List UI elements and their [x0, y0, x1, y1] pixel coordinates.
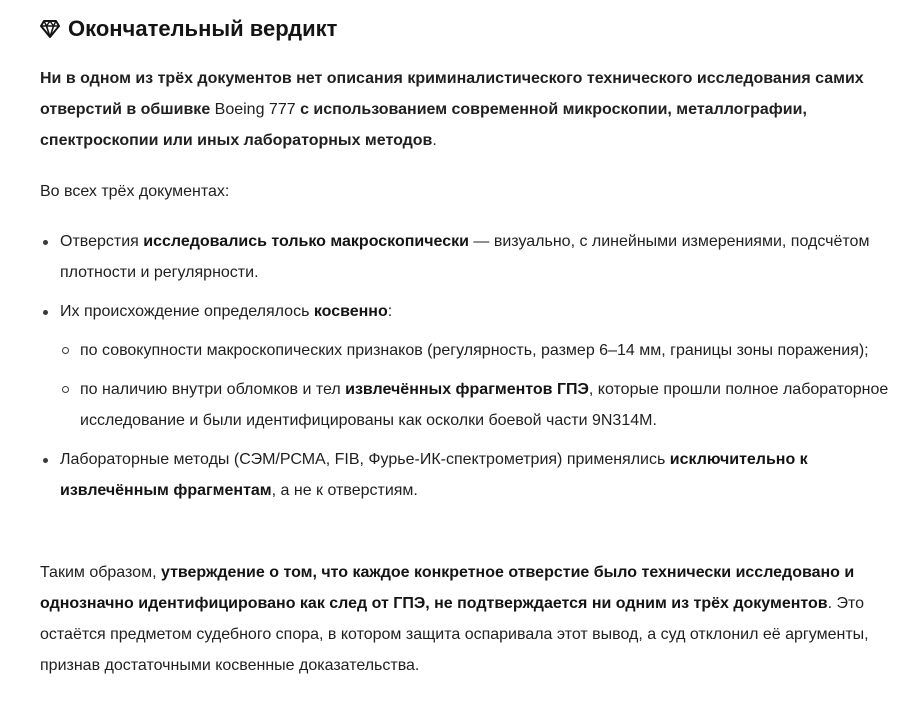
list-item-text: Их происхождение определялось: [60, 303, 314, 320]
sub-list-item-text: по совокупности макроскопических признаков (регулярность, размер 6–14 мм, границы зоны поражения);: [80, 342, 869, 359]
sub-list-item: [60, 335, 898, 366]
lead-aircraft-model: Boeing 777: [214, 101, 296, 118]
conclusion-text: . Это остаётся предметом судебного спора, в котором защита оспаривала этот вывод, а суд отклонил её аргументы, признав достаточными косвенные доказательства.: [40, 595, 869, 674]
list-item: [40, 444, 898, 506]
lead-paragraph: [40, 63, 890, 156]
intro-paragraph: Во всех трёх документах:: [40, 183, 230, 200]
section-heading: [40, 14, 337, 44]
heading-text: Окончательный вердикт: [68, 16, 338, 41]
sub-list-item: [60, 374, 898, 436]
conclusion-paragraph: [40, 557, 890, 681]
lead-text-1: Ни в одном из трёх документов нет описания криминалистического технического исследования самих отверстий в обшивке: [40, 70, 864, 118]
lead-period: .: [432, 132, 437, 149]
findings-list: [40, 226, 898, 514]
list-item-text: — визуально, с линейными измерениями, подсчётом плотности и регулярности.: [60, 233, 870, 281]
lead-text-2: с использованием современной микроскопии, металлографии, спектроскопии или иных лабораторных методов: [40, 101, 807, 149]
list-item: [40, 226, 898, 288]
list-item-emphasis: исключительно к извлечённым фрагментам: [60, 451, 808, 499]
sub-list-item-emphasis: извлечённых фрагментов ГПЭ: [345, 381, 589, 398]
conclusion-text: Таким образом,: [40, 564, 161, 581]
sub-list-item-text: по наличию внутри обломков и тел: [80, 381, 346, 398]
list-item-text: :: [387, 303, 393, 320]
conclusion-emphasis: утверждение о том, что каждое конкретное отверстие было технически исследовано и однозначно идентифицировано как след от ГПЭ, не подтверждается ни одним из трёх документов: [40, 564, 855, 612]
list-item-emphasis: косвенно: [313, 303, 388, 320]
list-item-text: Отверстия: [60, 233, 144, 250]
list-item-emphasis: исследовались только макроскопически: [143, 233, 469, 250]
gem-icon: [40, 20, 60, 38]
list-item: [40, 296, 898, 436]
list-item-text: Лабораторные методы (СЭМ/РСМА, FIB, Фурье-ИК-спектрометрия) применялись: [60, 451, 670, 468]
sub-list-item-text: , которые прошли полное лабораторное исследование и были идентифицированы как осколки боевой части 9N314M.: [80, 381, 889, 429]
sub-list: [60, 335, 898, 436]
list-item-text: , а не к отверстиям.: [271, 482, 418, 499]
